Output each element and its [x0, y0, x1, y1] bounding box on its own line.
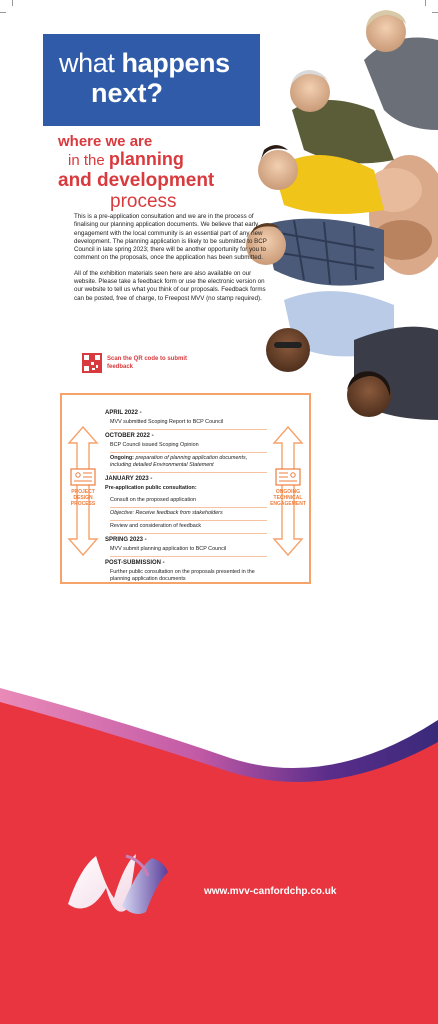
website-link[interactable]: www.mvv-canfordchp.co.uk [204, 886, 337, 897]
section-heading [54, 133, 244, 212]
title-banner [43, 34, 260, 126]
banner-title-line1: what happens [59, 48, 230, 78]
timeline [105, 407, 267, 586]
mvv-logo-icon [66, 848, 170, 920]
body-paragraph: All of the exhibition materials seen here are also available on our website. Please take a feedback form or use the electronic version on our website to tell us what you think of our proposals. Feedback forms can be posted, free of charge, to Freepost MVV (no stamp required). [74, 269, 266, 302]
timeline-item: Consult on the proposed application [110, 495, 267, 508]
timeline-item: Ongoing: preparation of planning application documents, including detailed Environmental Statement [110, 453, 267, 473]
crop-mark [12, 0, 13, 6]
heading-line2: in the planning [68, 149, 184, 169]
heading-line1: where we are [58, 133, 153, 150]
heading-line4: process [110, 191, 177, 212]
body-paragraph: This is a pre-application consultation and we are in the process of finalising our planning application documents. We believe that early engagement with the local community is an essential part of any new development. The planning application is likely to be submitted to BCP Council in late spring 2023; there will be another opportunity for you to comment on the proposals, once the application has been submitted. [74, 213, 267, 262]
timeline-date: JANUARY 2023 - [105, 476, 153, 482]
heading-line3: and development [58, 170, 215, 191]
timeline-item: BCP Council issued Scoping Opinion [110, 440, 267, 453]
timeline-date: OCTOBER 2022 - [105, 433, 154, 439]
timeline-date: SPRING 2023 - [105, 537, 147, 543]
timeline-item: MVV submit planning application to BCP Council [110, 544, 267, 557]
timeline-date: POST-SUBMISSION - [105, 560, 165, 566]
timeline-item: Further public consultation on the proposals presented in the planning application documents [110, 569, 255, 582]
timeline-date: APRIL 2022 - [105, 410, 142, 416]
timeline-subheading: Pre-application public consultation: [105, 485, 197, 491]
timeline-item: Objective: Receive feedback from stakeholders [110, 508, 267, 521]
body-text [74, 213, 272, 310]
timeline-item: Review and consideration of feedback [110, 521, 267, 534]
ongoing-technical-engagement-label: ONGOING TECHNICAL ENGAGEMENT [270, 489, 306, 507]
project-design-process-label: PROJECT DESIGN PROCESS [70, 489, 96, 507]
crop-mark [0, 12, 6, 13]
people-hands-photo [244, 0, 438, 420]
timeline-item: MVV submitted Scoping Report to BCP Council [110, 417, 267, 430]
qr-caption: Scan the QR code to submit feedback [107, 356, 188, 370]
banner-title-line2: next? [91, 78, 164, 108]
qr-code[interactable] [82, 353, 102, 373]
